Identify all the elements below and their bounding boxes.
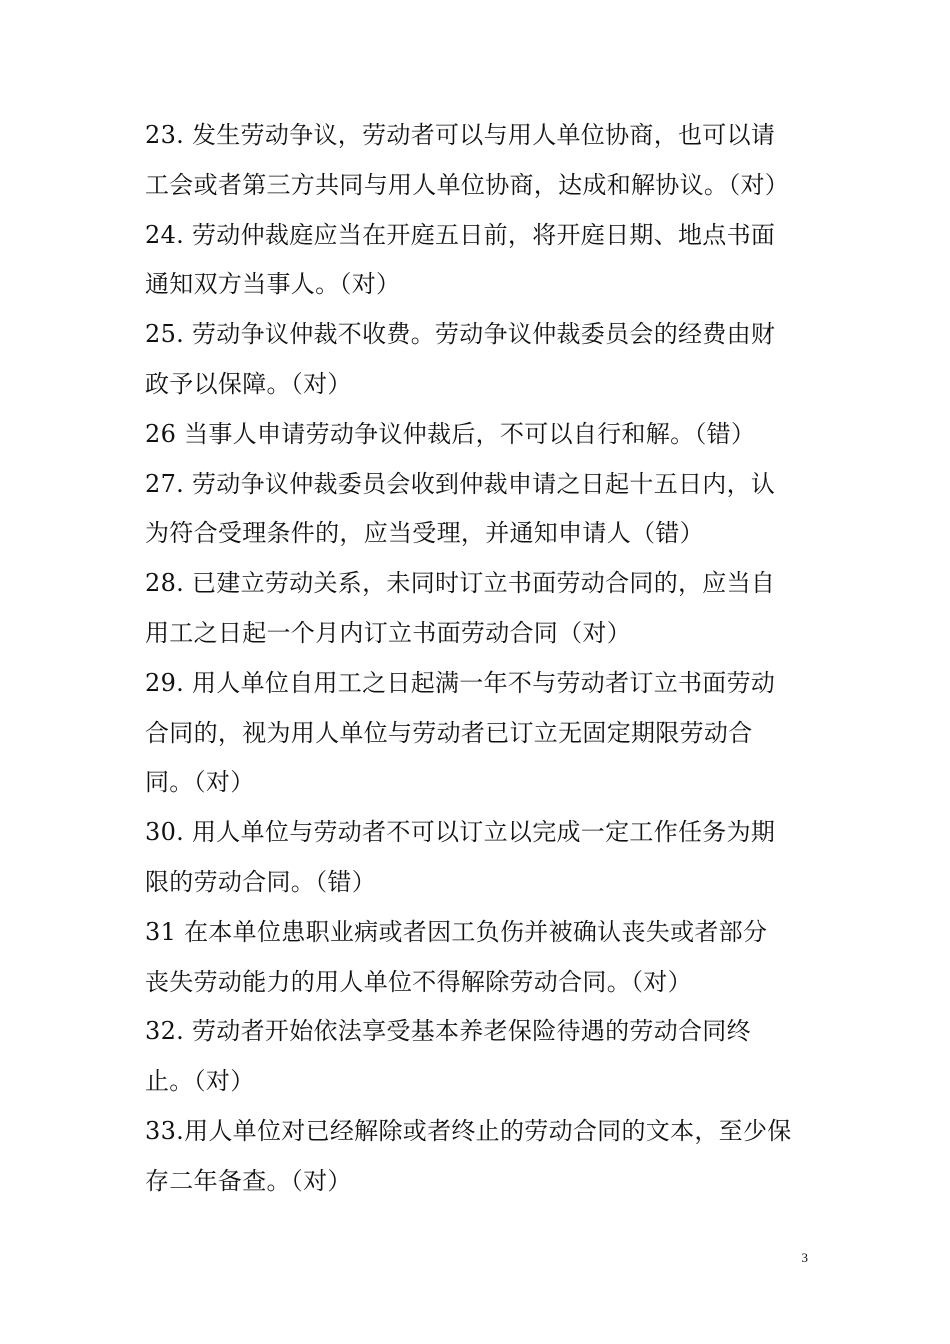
text-line: 政予以保障。（对） — [145, 369, 352, 398]
text-line: 31 在本单位患职业病或者因工负伤并被确认丧失或者部分 — [145, 917, 768, 946]
text-line: 26 当事人申请劳动争议仲裁后，不可以自行和解。（错） — [145, 419, 756, 448]
text-line: 25. 劳动争议仲裁不收费。劳动争议仲裁委员会的经费由财 — [145, 320, 776, 349]
text-line: 限的劳动合同。（错） — [145, 867, 376, 896]
text-line: 同。（对） — [145, 768, 255, 797]
text-line: 为符合受理条件的，应当受理，并通知申请人（错） — [145, 519, 704, 548]
text-line: 32. 劳动者开始依法享受基本养老保险待遇的劳动合同终 — [145, 1017, 751, 1046]
text-line: 23. 发生劳动争议，劳动者可以与用人单位协商，也可以请 — [145, 121, 776, 149]
text-line: 24. 劳动仲裁庭应当在开庭五日前，将开庭日期、地点书面 — [145, 220, 776, 249]
text-line: 存二年备查。（对） — [145, 1166, 352, 1195]
text-line: 止。（对） — [145, 1067, 255, 1096]
text-line: 丧失劳动能力的用人单位不得解除劳动合同。（对） — [145, 967, 692, 996]
document-body — [145, 111, 810, 1207]
text-line: 29. 用人单位自用工之日起满一年不与劳动者订立书面劳动 — [145, 668, 776, 697]
text-line: 合同的，视为用人单位与劳动者已订立无固定期限劳动合 — [145, 718, 753, 747]
text-line: 通知双方当事人。（对） — [145, 270, 401, 299]
text-line: 27. 劳动争议仲裁委员会收到仲裁申请之日起十五日内，认 — [145, 469, 776, 498]
text-line: 28. 已建立劳动关系，未同时订立书面劳动合同的，应当自 — [145, 569, 776, 598]
text-line: 30. 用人单位与劳动者不可以订立以完成一定工作任务为期 — [145, 818, 776, 847]
page-number: 3 — [801, 1250, 808, 1265]
text-line: 用工之日起一个月内订立书面劳动合同（对） — [145, 618, 631, 647]
text-line: 工会或者第三方共同与用人单位协商，达成和解协议。（对） — [145, 170, 790, 199]
text-line: 33.用人单位对已经解除或者终止的劳动合同的文本，至少保 — [145, 1116, 792, 1145]
